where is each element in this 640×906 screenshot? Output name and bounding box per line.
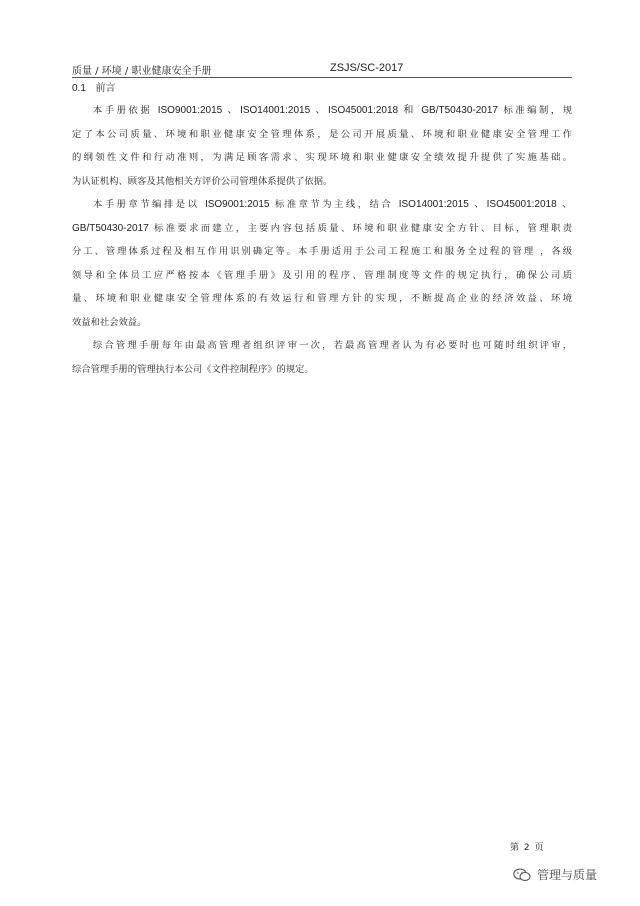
body-text: 效益和社会效益。 (72, 316, 147, 328)
paragraph-line (72, 358, 572, 382)
standard-code-text: ISO14001:2015 、ISO45001:2018 、 (398, 199, 572, 210)
paragraph-line (72, 264, 572, 288)
header-rule (72, 77, 572, 78)
standard-code-text: ISO9001:2015 、ISO14001:2015 、ISO45001:2018 和 GB/T50430-2017 (157, 105, 498, 116)
section-heading (72, 82, 572, 96)
paragraph-line (72, 99, 572, 123)
body-text: 本手册章节编排是以 (93, 199, 205, 210)
section-title: 前言 (95, 83, 116, 94)
paragraph-line (72, 146, 572, 170)
body-text: 量、环境和职业健康安全管理体系的有效运行和管理方针的实现，不断提高企业的经济效益、环境 (72, 293, 572, 304)
body-text: 综合管理手册的管理执行本公司《文件控制程序》的规定。 (72, 363, 314, 375)
body-text: 的纲领性文件和行动准则，为满足顾客需求、实现环境和职业健康安全绩效提升提供了实施基础。 (72, 152, 572, 163)
paragraph-line (72, 170, 572, 194)
body-text: 标准编制，规 (497, 105, 572, 116)
standard-code-text: ISO9001:2015 (204, 199, 270, 210)
paragraph-line (72, 217, 572, 241)
document-body (72, 82, 572, 381)
body-text: 本手册依据 (93, 105, 158, 116)
watermark (513, 866, 597, 883)
paragraph-line (72, 287, 572, 311)
paragraphs (72, 99, 572, 381)
paragraph-line (72, 311, 572, 335)
page-number: 第 2 页 (510, 843, 545, 853)
section-number: 0.1 (72, 83, 86, 94)
body-text: 综合管理手册每年由最高管理者组织评审一次，若最高管理者认为有必要时也可随时组织评审， (93, 340, 572, 351)
paragraph-line (72, 240, 572, 264)
page-header (72, 60, 572, 78)
body-text: 分工、管理体系过程及相互作用识别确定等。本手册适用于公司工程施工和服务全过程的管理 ，各级 (72, 246, 572, 257)
standard-code-text: GB/T50430-2017 (72, 222, 149, 234)
paragraph-line (72, 334, 572, 358)
watermark-text: 管理与质量 (537, 868, 598, 882)
body-text: 定了本公司质量、环境和职业健康安全管理体系，是公司开展质量、环境和职业健康安全管理工作 (72, 128, 572, 140)
wechat-icon (513, 868, 531, 882)
body-text: 领导和全体员工应严格按本《管理手册》及引用的程序、管理制度等文件的规定执行，确保公司质 (72, 269, 572, 281)
body-text: 标准要求而建立，主要内容包括质量、环境和职业健康安全方针、目标，管理职责 (148, 222, 572, 234)
paragraph-line (72, 123, 572, 147)
body-text: 标准章节为主线，结合 (269, 199, 399, 210)
header-title: 质量 / 环境 / 职业健康安全手册 (72, 66, 212, 77)
body-text: 为认证机构、顾客及其他相关方评价公司管理体系提供了依据。 (72, 175, 333, 187)
header-doc-code: ZSJS/SC-2017 (330, 62, 404, 74)
paragraph-line (72, 193, 572, 217)
